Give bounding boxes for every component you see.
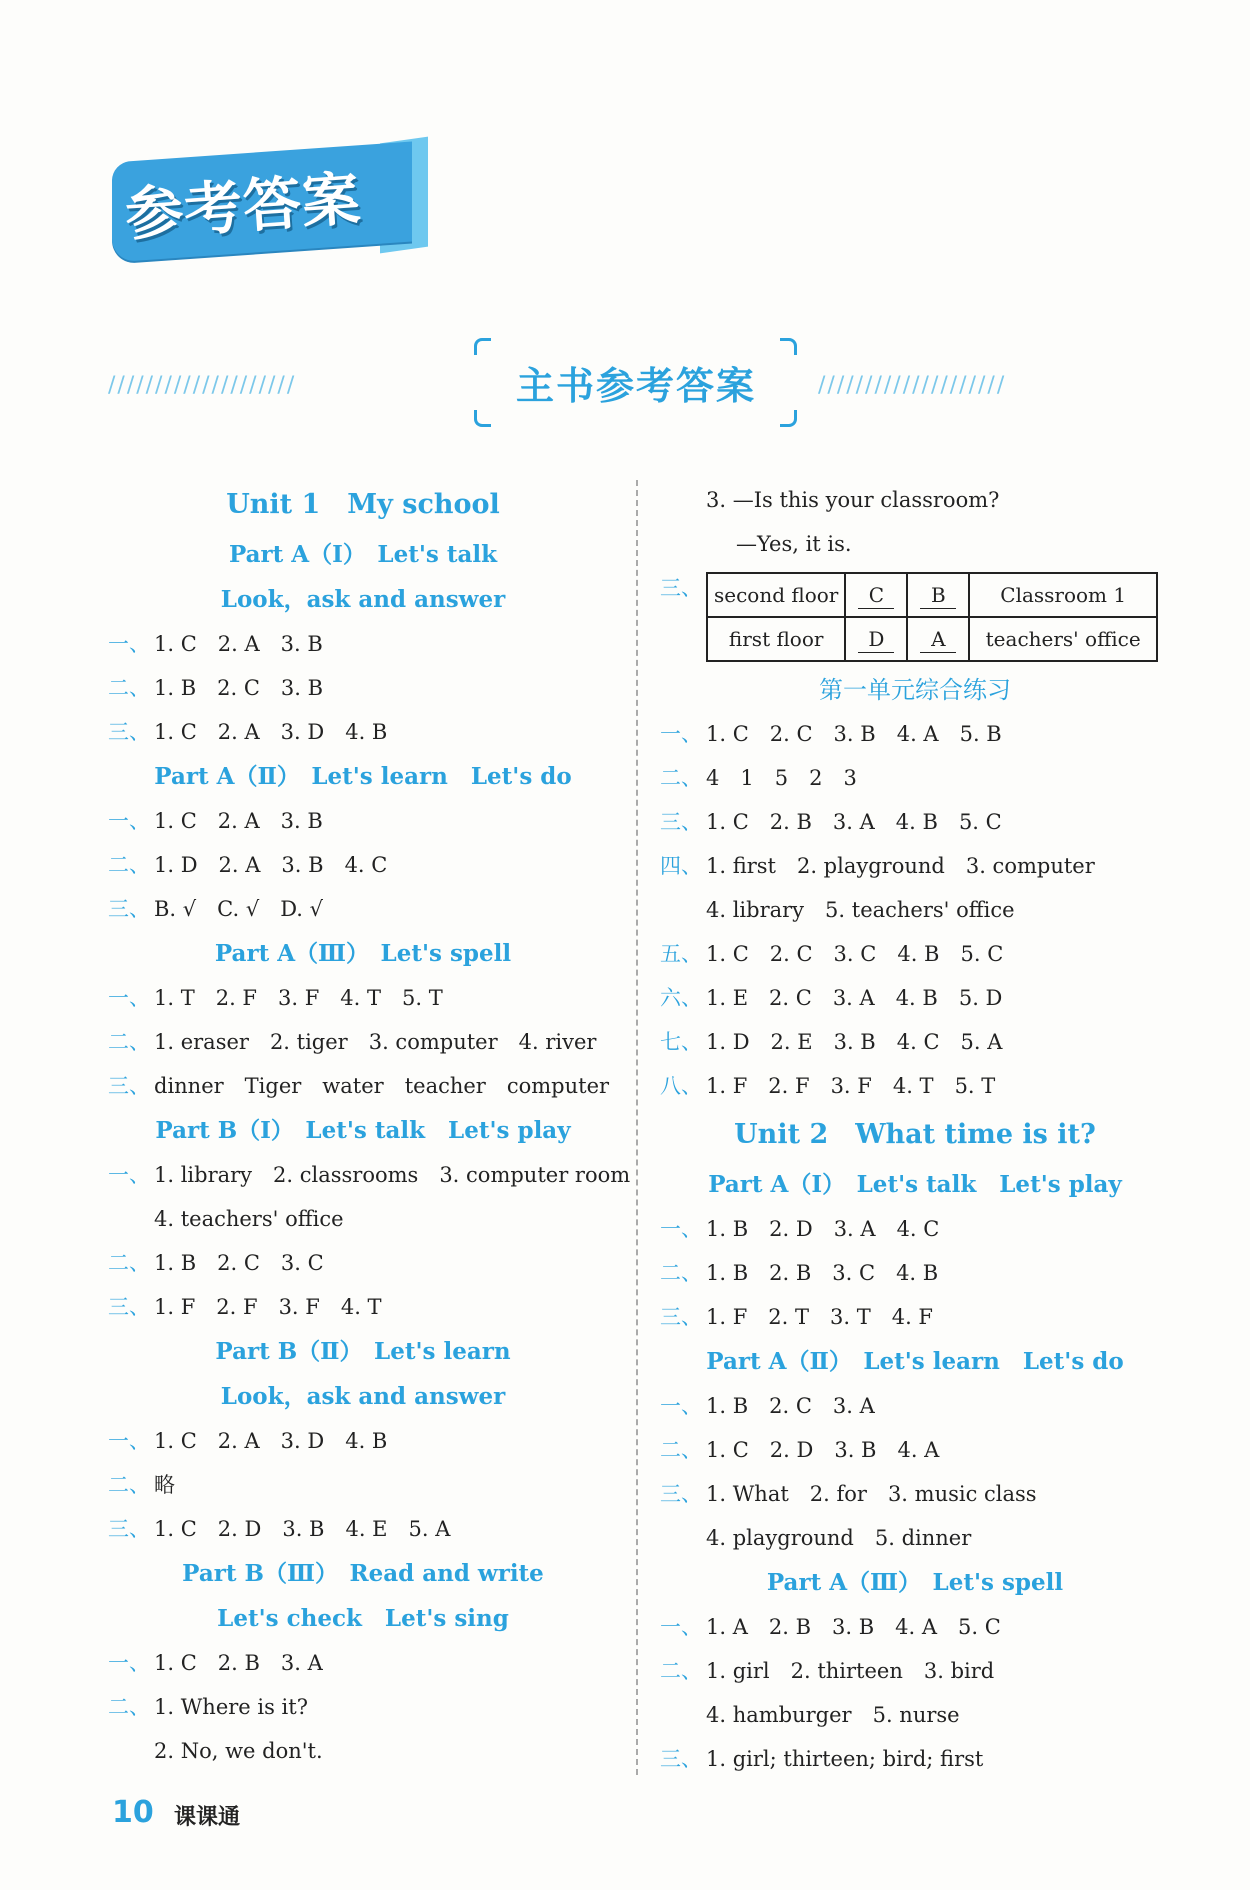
answer-number: 一、 <box>108 1651 150 1675</box>
part-heading: 第一单元综合练习 <box>819 676 1011 704</box>
answer-number: 二、 <box>108 1251 150 1275</box>
part-heading: Part A（Ⅰ） Let's talk <box>228 541 498 568</box>
part-heading: Part A（Ⅱ） Let's learn Let's do <box>154 763 572 790</box>
answer-number: 二、 <box>108 1473 150 1497</box>
answer-line <box>108 1020 628 1064</box>
answer-number: 一、 <box>108 809 150 833</box>
answer-text: 4 1 5 2 3 <box>706 766 857 790</box>
answer-number: 一、 <box>660 1615 702 1639</box>
answer-number: 二、 <box>660 766 702 790</box>
floor-answer-table <box>706 572 1158 662</box>
bracket-top-right <box>780 338 797 355</box>
answer-number: 三、 <box>660 1305 702 1329</box>
answer-text: 1. F 2. F 3. F 4. T 5. T <box>706 1074 996 1098</box>
answer-text: dinner Tiger water teacher computer <box>154 1074 610 1098</box>
table-row <box>707 573 1157 617</box>
part-heading: Let's check Let's sing <box>217 1605 509 1632</box>
answer-line <box>108 1641 628 1685</box>
right-answer-column <box>660 478 1180 1781</box>
answer-text: 1. C 2. D 3. B 4. E 5. A <box>154 1517 451 1541</box>
answer-line <box>660 1384 1180 1428</box>
answer-number: 一、 <box>660 1394 702 1418</box>
part-heading: Look，ask and answer <box>220 586 506 613</box>
answer-number: 三、 <box>108 1074 150 1098</box>
answer-text: 1. B 2. C 3. B <box>154 676 324 700</box>
hatch-decoration-right: //////////////////// <box>818 373 1007 397</box>
answer-text: 1. D 2. A 3. B 4. C <box>154 853 388 877</box>
answer-number: 六、 <box>660 986 702 1010</box>
answer-text: 略 <box>154 1473 175 1497</box>
answer-text: 1. D 2. E 3. B 4. C 5. A <box>706 1030 1003 1054</box>
answer-text: 1. C 2. D 3. B 4. A <box>706 1438 940 1462</box>
answer-line <box>108 976 628 1020</box>
answer-line <box>660 1295 1180 1339</box>
answer-text: 1. C 2. A 3. B <box>154 809 323 833</box>
left-answer-column <box>108 478 631 1773</box>
answer-line <box>660 932 1180 976</box>
answer-number: 一、 <box>660 1217 702 1241</box>
answer-number: 二、 <box>108 853 150 877</box>
table-cell: Classroom 1 <box>969 573 1157 617</box>
answer-line <box>108 799 628 843</box>
answer-line <box>660 1428 1180 1472</box>
answer-number: 一、 <box>660 722 702 746</box>
blank-answer: C <box>858 582 894 609</box>
part-heading: Part A（Ⅲ） Let's spell <box>766 1569 1064 1596</box>
answer-text: 1. B 2. C 3. C <box>154 1251 324 1275</box>
answer-line <box>660 1064 1180 1108</box>
answer-line <box>108 843 628 887</box>
table-cell <box>907 573 969 617</box>
part-heading: Part B（Ⅱ） Let's learn <box>215 1338 511 1365</box>
answer-number: 五、 <box>660 942 702 966</box>
bracket-bottom-right <box>780 410 797 427</box>
answer-line <box>108 1153 631 1197</box>
answer-number: 二、 <box>660 1261 702 1285</box>
answer-line <box>660 1472 1180 1516</box>
answer-line <box>660 1020 1180 1064</box>
part-heading: Part A（Ⅱ） Let's learn Let's do <box>706 1348 1124 1375</box>
table-answer-row <box>660 566 1180 668</box>
answer-text: 1. first 2. playground 3. computer <box>706 854 1095 878</box>
answer-number: 二、 <box>108 1030 150 1054</box>
answer-number: 七、 <box>660 1030 702 1054</box>
answer-number: 二、 <box>108 1695 150 1719</box>
table-cell: first floor <box>707 617 845 661</box>
answer-line <box>660 712 1180 756</box>
answer-line <box>660 1251 1180 1295</box>
answer-number: 三、 <box>108 1295 150 1319</box>
answer-line <box>660 976 1180 1020</box>
unit-heading: Unit 2 What time is it? <box>734 1119 1096 1150</box>
answer-text: B. √ C. √ D. √ <box>154 897 324 921</box>
answer-line <box>660 756 1180 800</box>
table-cell <box>845 573 907 617</box>
hatch-decoration-left: //////////////////// <box>108 373 297 397</box>
answer-line <box>108 622 628 666</box>
answer-line-continued: 4. teachers' office <box>154 1207 344 1231</box>
answer-line-continued: 3. —Is this your classroom? <box>706 488 1000 512</box>
answer-number: 一、 <box>108 1429 150 1453</box>
table-row <box>707 617 1157 661</box>
answer-text: 1. C 2. A 3. D 4. B <box>154 1429 388 1453</box>
answer-text: 1. F 2. F 3. F 4. T <box>154 1295 382 1319</box>
answer-text: 1. C 2. A 3. D 4. B <box>154 720 388 744</box>
answer-line <box>108 1241 628 1285</box>
section-title: 主书参考答案 <box>515 364 756 408</box>
answer-number: 三、 <box>108 1517 150 1541</box>
answer-text: 1. C 2. B 3. A 4. B 5. C <box>706 810 1002 834</box>
answer-line <box>108 1507 628 1551</box>
answer-number: 三、 <box>660 1482 702 1506</box>
bracket-top-left <box>474 338 491 355</box>
part-heading: Look，ask and answer <box>220 1383 506 1410</box>
brand-name: 课课通 <box>174 1805 241 1830</box>
answer-text: 1. B 2. B 3. C 4. B <box>706 1261 939 1285</box>
answer-number: 二、 <box>660 1659 702 1683</box>
answer-line-continued: 4. playground 5. dinner <box>706 1526 972 1550</box>
answer-text: 1. library 2. classrooms 3. computer room <box>154 1163 631 1187</box>
answer-line <box>660 1605 1180 1649</box>
answer-line <box>660 800 1180 844</box>
unit-heading: Unit 1 My school <box>226 489 500 520</box>
answer-number: 八、 <box>660 1074 702 1098</box>
answer-text: 1. girl 2. thirteen 3. bird <box>706 1659 995 1683</box>
answer-text: 1. C 2. C 3. B 4. A 5. B <box>706 722 1002 746</box>
answer-text: 1. T 2. F 3. F 4. T 5. T <box>154 986 443 1010</box>
answer-text: 1. B 2. C 3. A <box>706 1394 875 1418</box>
answer-number: 三、 <box>108 720 150 744</box>
answer-line-continued: 4. library 5. teachers' office <box>706 898 1015 922</box>
part-heading: Part A（Ⅲ） Let's spell <box>214 940 512 967</box>
answer-line <box>660 844 1180 888</box>
answer-number: 一、 <box>108 632 150 656</box>
table-cell: teachers' office <box>969 617 1157 661</box>
answer-line <box>108 1064 628 1108</box>
table-cell <box>845 617 907 661</box>
blank-answer: B <box>920 582 956 609</box>
answer-text: 1. Where is it? <box>154 1695 308 1719</box>
answer-line <box>108 1463 628 1507</box>
answer-line <box>660 1649 1180 1693</box>
answer-line <box>108 710 628 754</box>
answer-line <box>108 1685 628 1729</box>
table-cell <box>907 617 969 661</box>
part-heading: Part B（Ⅰ） Let's talk Let's play <box>155 1117 571 1144</box>
bracket-bottom-left <box>474 410 491 427</box>
answer-number: 二、 <box>660 1438 702 1462</box>
blank-answer: A <box>920 626 956 653</box>
answer-text: 1. C 2. A 3. B <box>154 632 323 656</box>
answer-line <box>108 1419 628 1463</box>
answer-text: 1. E 2. C 3. A 4. B 5. D <box>706 986 1003 1010</box>
table-cell: second floor <box>707 573 845 617</box>
answer-line-continued: 2. No, we don't. <box>154 1739 323 1763</box>
answer-line <box>108 666 628 710</box>
answer-number: 四、 <box>660 854 702 878</box>
part-heading: Part B（Ⅲ） Read and write <box>182 1560 544 1587</box>
answer-number: 一、 <box>108 986 150 1010</box>
banner-title: 参考答案 <box>122 164 364 249</box>
answer-number: 二、 <box>108 676 150 700</box>
answer-line <box>660 1207 1180 1251</box>
answer-text: 1. C 2. B 3. A <box>154 1651 323 1675</box>
page-number: 10 <box>112 1795 154 1830</box>
answer-line-continued: —Yes, it is. <box>736 532 852 556</box>
blank-answer: D <box>858 626 894 653</box>
answer-number: 三、 <box>660 810 702 834</box>
answer-number: 三、 <box>108 897 150 921</box>
answer-text: 1. What 2. for 3. music class <box>706 1482 1037 1506</box>
answer-line <box>660 1737 1180 1781</box>
answer-number: 一、 <box>108 1163 150 1187</box>
answer-text: 1. C 2. C 3. C 4. B 5. C <box>706 942 1004 966</box>
part-heading: Part A（Ⅰ） Let's talk Let's play <box>708 1171 1122 1198</box>
answer-text: 1. girl; thirteen; bird; first <box>706 1747 984 1771</box>
answer-line-continued: 4. hamburger 5. nurse <box>706 1703 960 1727</box>
answer-line <box>108 887 628 931</box>
answer-text: 1. A 2. B 3. B 4. A 5. C <box>706 1615 1001 1639</box>
answer-number: 三、 <box>660 576 702 600</box>
column-divider <box>636 480 638 1775</box>
answer-text: 1. eraser 2. tiger 3. computer 4. river <box>154 1030 597 1054</box>
answer-text: 1. F 2. T 3. T 4. F <box>706 1305 934 1329</box>
answer-number: 三、 <box>660 1747 702 1771</box>
answer-line <box>108 1285 628 1329</box>
answer-text: 1. B 2. D 3. A 4. C <box>706 1217 940 1241</box>
